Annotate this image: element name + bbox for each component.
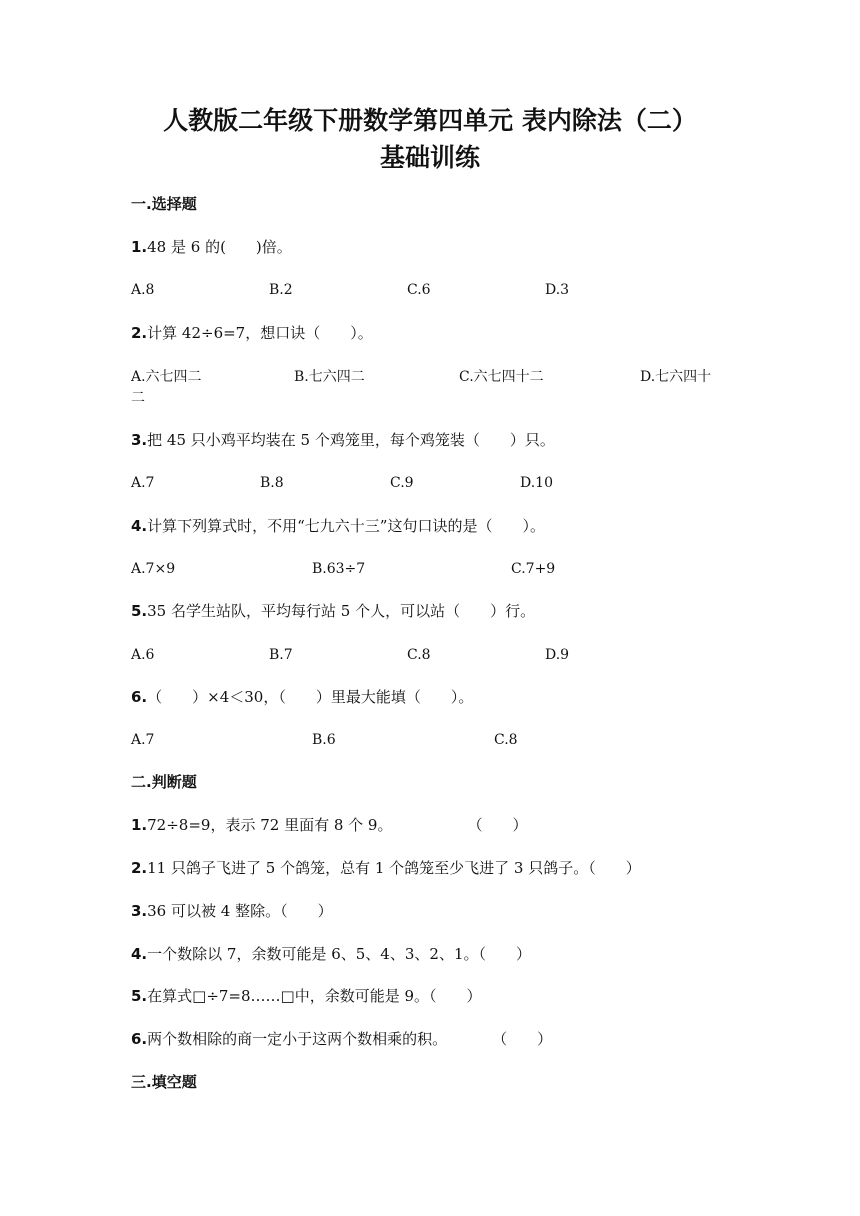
question-text: 把 45 只小鸡平均装在 5 个鸡笼里，每个鸡笼装（ ）只。 xyxy=(147,431,555,449)
section-heading-fill-blank: 三.填空题 xyxy=(131,1073,197,1091)
question-number: 1. xyxy=(131,816,148,834)
question-number: 6. xyxy=(131,1030,148,1048)
question-text: 72÷8=9，表示 72 里面有 8 个 9。 （ ） xyxy=(147,816,528,834)
option-a: A.6 xyxy=(131,647,155,663)
question-number: 2. xyxy=(131,859,148,877)
option-d: D.9 xyxy=(545,647,570,663)
judgement-question-1 xyxy=(131,814,527,836)
judgement-question-6 xyxy=(131,1028,552,1050)
option-a: A.7×9 xyxy=(131,561,176,577)
question-text: （ ）×4＜30，（ ）里最大能填（ ）。 xyxy=(147,688,474,706)
choice-question-4 xyxy=(131,515,545,537)
option-c: C.7+9 xyxy=(511,561,556,577)
question-text: 一个数除以 7，余数可能是 6、5、4、3、2、1。（ ） xyxy=(147,945,531,963)
question-number: 6. xyxy=(131,688,148,706)
question-text: 在算式□÷7=8……□中，余数可能是 9。（ ） xyxy=(147,987,482,1005)
judgement-question-5 xyxy=(131,985,482,1007)
option-a: A.8 xyxy=(131,282,155,298)
question-text: 两个数相除的商一定小于这两个数相乘的积。 （ ） xyxy=(147,1030,553,1048)
question-text: 计算下列算式时，不用“七九六十三”这句口诀的是（ ）。 xyxy=(147,517,545,535)
question-text: 11 只鸽子飞进了 5 个鸽笼，总有 1 个鸽笼至少飞进了 3 只鸽子。（ ） xyxy=(147,859,641,877)
option-c: C.8 xyxy=(494,732,518,748)
option-c: C.9 xyxy=(390,475,414,491)
question-text: 35 名学生站队，平均每行站 5 个人，可以站（ ）行。 xyxy=(147,602,536,620)
question-text: 48 是 6 的( )倍。 xyxy=(147,238,292,256)
choice-question-1 xyxy=(131,236,292,258)
judgement-question-4 xyxy=(131,943,531,965)
judgement-question-3 xyxy=(131,900,333,922)
option-d: D.3 xyxy=(545,282,570,298)
question-number: 3. xyxy=(131,431,148,449)
option-d-wrap: 二 xyxy=(131,390,145,406)
question-text: 计算 42÷6=7，想口诀（ ）。 xyxy=(147,324,373,342)
option-d: D.七六四十 xyxy=(640,369,712,385)
section-heading-judgement: 二.判断题 xyxy=(131,773,197,791)
option-c: C.6 xyxy=(407,282,431,298)
option-b: B.63÷7 xyxy=(312,561,366,577)
option-a: A.7 xyxy=(131,475,155,491)
option-b: B.2 xyxy=(269,282,293,298)
question-number: 5. xyxy=(131,602,148,620)
option-b: B.8 xyxy=(260,475,284,491)
option-b: B.七六四二 xyxy=(294,369,365,385)
question-number: 5. xyxy=(131,987,148,1005)
option-c: C.8 xyxy=(407,647,431,663)
option-a: A.六七四二 xyxy=(131,369,202,385)
option-b: B.7 xyxy=(269,647,293,663)
option-d: D.10 xyxy=(520,475,553,491)
option-c: C.六七四十二 xyxy=(459,369,544,385)
choice-question-5 xyxy=(131,600,535,622)
choice-question-3 xyxy=(131,429,555,451)
choice-question-2 xyxy=(131,322,373,344)
document-title: 人教版二年级下册数学第四单元 表内除法（二） xyxy=(163,106,697,135)
question-number: 3. xyxy=(131,902,148,920)
option-a: A.7 xyxy=(131,732,155,748)
question-number: 4. xyxy=(131,945,148,963)
option-b: B.6 xyxy=(312,732,336,748)
choice-question-6 xyxy=(131,686,473,708)
question-number: 2. xyxy=(131,324,148,342)
question-number: 1. xyxy=(131,238,148,256)
document-subtitle: 基础训练 xyxy=(379,143,480,172)
question-text: 36 可以被 4 整除。（ ） xyxy=(147,902,333,920)
question-number: 4. xyxy=(131,517,148,535)
section-heading-choice: 一.选择题 xyxy=(131,195,197,213)
judgement-question-2 xyxy=(131,857,641,879)
